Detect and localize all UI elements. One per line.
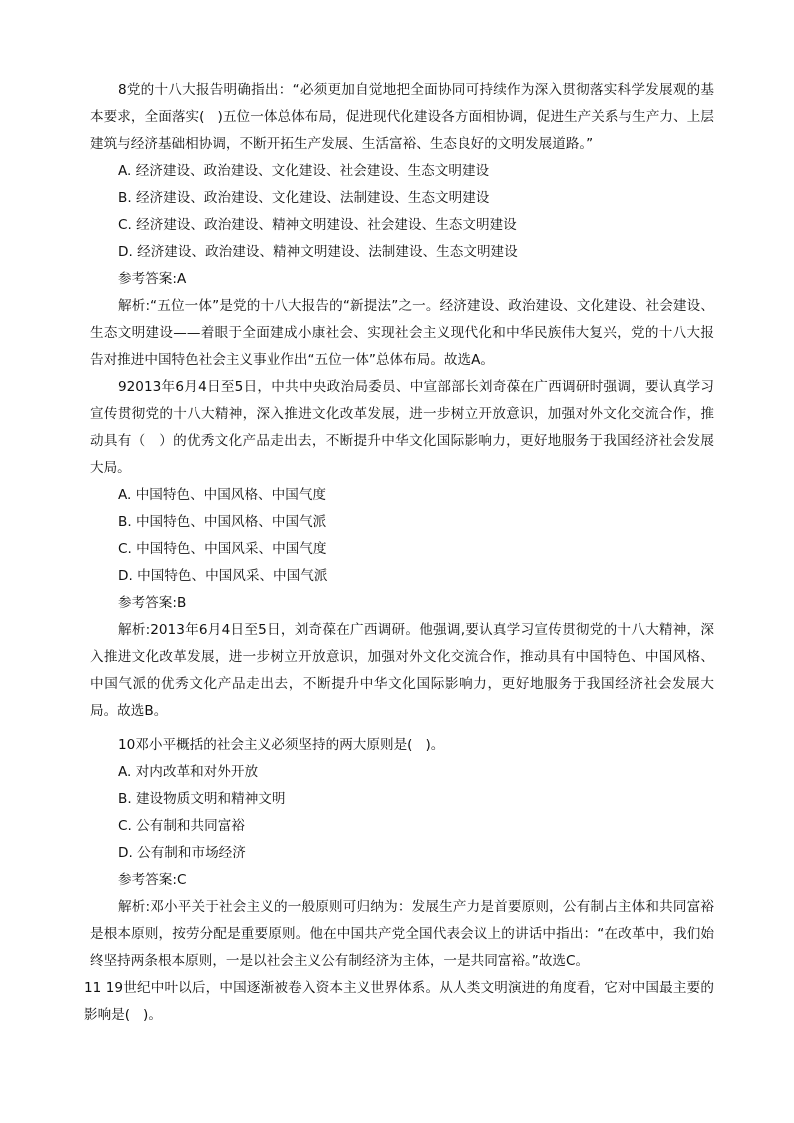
reference-answer: 参考答案:B — [118, 595, 187, 611]
option-a: A. 中国特色、中国风格、中国气度 — [118, 487, 327, 503]
question-stem: 8党的十八大报告明确指出：“必须更加自觉地把全面协同可持续作为深入贯彻落实科学发展观的基本要求，全面落实( )五位一体总体布局，促进现代化建设各方面相协调，促进生产关系与生产力、上层建筑与经济基础相协调，不断开拓生产发展、生活富裕、生态良好的文明发展道路。” — [90, 82, 714, 152]
option-c: C. 经济建设、政治建设、精神文明建设、社会建设、生态文明建设 — [118, 217, 517, 233]
option-a: A. 对内改革和对外开放 — [118, 764, 259, 780]
answer-analysis: 解析:2013年6月4日至5日，刘奇葆在广西调研。他强调,要认真学习宣传贯彻党的十八大精神，深入推进文化改革发展，进一步树立开放意识，加强对外文化交流合作，推动具有中国特色、中国风格、中国气派的优秀文化产品走出去，不断提升中华文化国际影响力，更好地服务于我国经济社会发展大局。故选B。 — [90, 622, 714, 719]
option-c: C. 中国特色、中国风采、中国气度 — [118, 541, 327, 557]
option-c: C. 公有制和共同富裕 — [118, 818, 245, 834]
option-d: D. 公有制和市场经济 — [118, 845, 246, 861]
reference-answer: 参考答案:A — [118, 271, 187, 287]
reference-answer: 参考答案:C — [118, 872, 187, 888]
question-block — [84, 732, 714, 1029]
question-stem: 92013年6月4日至5日，中共中央政治局委员、中宣部部长刘奇葆在广西调研时强调，要认真学习宣传贯彻党的十八大精神，深入推进文化改革发展，进一步树立开放意识，加强对外文化交流合作，推动具有（ ）的优秀文化产品走出去，不断提升中华文化国际影响力，更好地服务于我国经济社会发展大局。 — [90, 379, 714, 476]
question-stem: 11 19世纪中叶以后，中国逐渐被卷入资本主义世界体系。从人类文明演进的角度看，它对中国最主要的影响是( )。 — [84, 980, 714, 1023]
option-b: B. 经济建设、政治建设、文化建设、法制建设、生态文明建设 — [118, 190, 490, 206]
option-b: B. 建设物质文明和精神文明 — [118, 791, 286, 807]
option-d: D. 中国特色、中国风采、中国气派 — [118, 568, 328, 584]
option-d: D. 经济建设、政治建设、精神文明建设、法制建设、生态文明建设 — [118, 244, 518, 260]
question-stem: 10邓小平概括的社会主义必须坚持的两大原则是( )。 — [118, 737, 445, 753]
question-block — [90, 77, 714, 374]
option-a: A. 经济建设、政治建设、文化建设、社会建设、生态文明建设 — [118, 163, 490, 179]
answer-analysis: 解析:“五位一体”是党的十八大报告的“新提法”之一。经济建设、政治建设、文化建设、社会建设、生态文明建设——着眼于全面建成小康社会、实现社会主义现代化和中华民族伟大复兴，党的十八大报告对推进中国特色社会主义事业作出“五位一体”总体布局。故选A。 — [90, 298, 714, 368]
question-block — [90, 374, 714, 725]
option-b: B. 中国特色、中国风格、中国气派 — [118, 514, 327, 530]
answer-analysis: 解析:邓小平关于社会主义的一般原则可归纳为：发展生产力是首要原则，公有制占主体和共同富裕是根本原则，按劳分配是重要原则。他在中国共产党全国代表会议上的讲话中指出：“在改革中，我们始终坚持两条根本原则，一是以社会主义公有制经济为主体，一是共同富裕。”故选C。 — [90, 899, 714, 969]
